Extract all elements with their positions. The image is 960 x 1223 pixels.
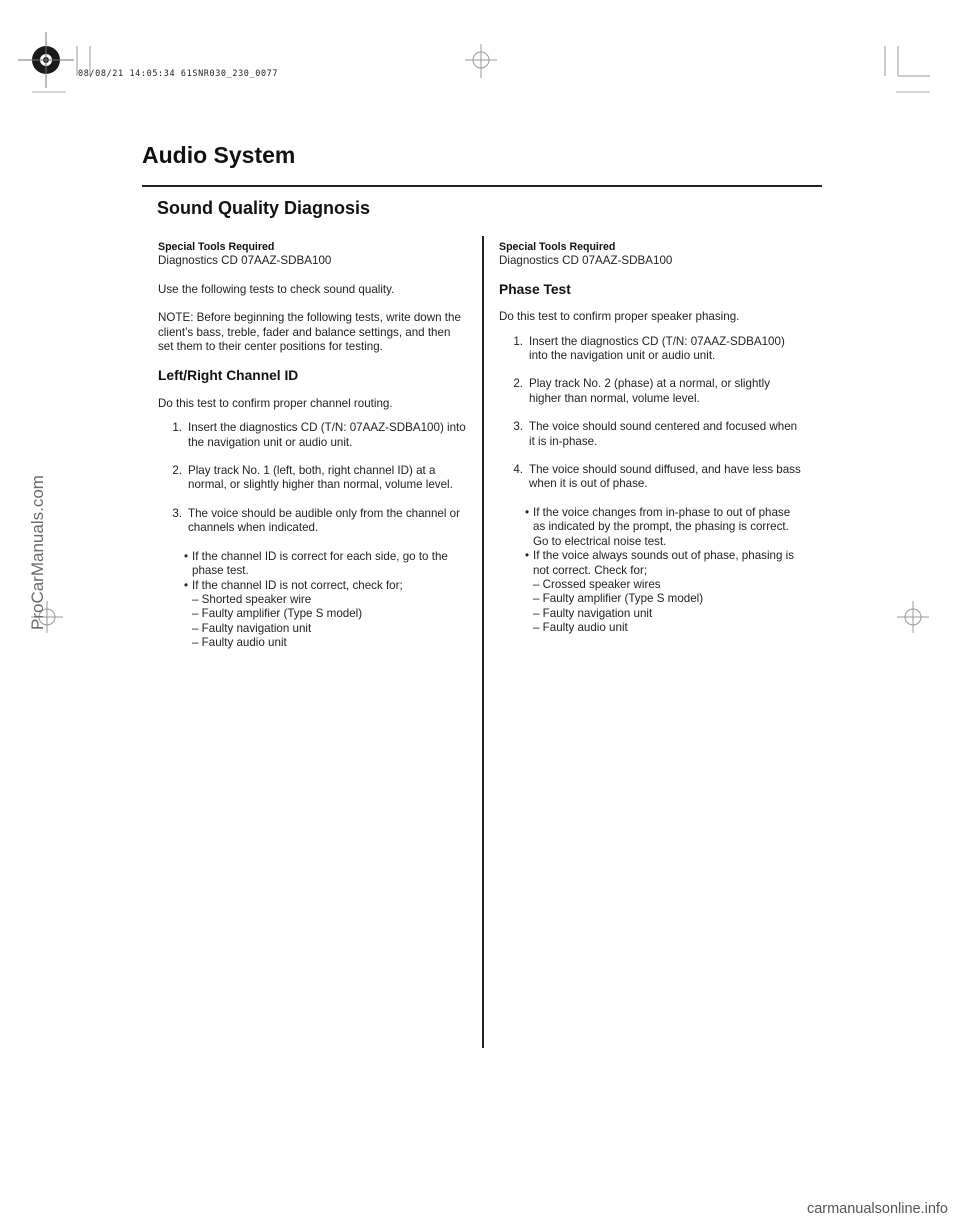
list-item: 1. Insert the diagnostics CD (T/N: 07AAZ-SDBA100) into the navigation unit or audio unit. <box>172 421 466 449</box>
note-text: NOTE: Before beginning the following tests, write down the client’s bass, treble, fader and balance settings, and then set them to their center positions for testing. <box>158 311 461 354</box>
list-item: 3. The voice should be audible only from the channel or channels when indicated. <box>172 506 460 535</box>
bullet-icon: • <box>183 578 189 592</box>
list-item: • If the voice changes from in-phase to out of phase as indicated by the prompt, the phasing is correct. Go to electrical noise test. <box>499 506 805 549</box>
channel-id-purpose: Do this test to confirm proper channel routing. <box>158 396 393 410</box>
special-tools-label: Special Tools Required <box>158 241 275 253</box>
list-item: 2. Play track No. 1 (left, both, right channel ID) at a normal, or slightly higher than normal, volume level. <box>172 464 453 492</box>
watermark-bottom: carmanualsonline.info <box>806 1201 948 1217</box>
check-item: – Faulty audio unit <box>533 621 628 635</box>
crosshair-icon <box>465 44 497 78</box>
bullet-icon: • <box>524 549 530 563</box>
list-item: • If the channel ID is correct for each side, go to the phase test. <box>158 550 466 579</box>
special-tools-value: Diagnostics CD 07AAZ-SDBA100 <box>499 254 673 268</box>
section-title: Sound Quality Diagnosis <box>157 198 371 218</box>
phase-test-heading: Phase Test <box>499 281 571 297</box>
check-item: – Faulty audio unit <box>192 636 287 650</box>
header-rule <box>142 185 822 187</box>
watermark-left: ProCarManuals.com <box>28 475 47 630</box>
list-item: 2. Play track No. 2 (phase) at a normal, or slightly higher than normal, volume level. <box>513 377 770 405</box>
right-column <box>499 240 805 636</box>
check-item: – Faulty amplifier (Type S model) <box>192 607 363 621</box>
intro-text: Use the following tests to check sound quality. <box>158 282 395 296</box>
check-item: – Shorted speaker wire <box>192 592 312 606</box>
list-item: 4. The voice should sound diffused, and have less bass when it is out of phase. <box>513 463 801 491</box>
list-item: 3. The voice should sound centered and focused when it is in-phase. <box>513 420 798 448</box>
check-item: – Crossed speaker wires <box>533 577 661 591</box>
bullet-icon: • <box>524 505 530 519</box>
crosshair-icon <box>897 601 929 633</box>
registration-target-icon <box>18 32 74 88</box>
column-divider <box>482 236 484 1048</box>
check-item: – Faulty navigation unit <box>192 621 312 635</box>
check-item: – Faulty navigation unit <box>533 606 653 620</box>
list-item: • If the voice always sounds out of phase, phasing is not correct. Check for; <box>499 549 805 578</box>
special-tools-value: Diagnostics CD 07AAZ-SDBA100 <box>158 254 332 268</box>
channel-id-heading: Left/Right Channel ID <box>158 368 299 384</box>
print-timestamp: 08/08/21 14:05:34 61SNR030_230_0077 <box>78 69 279 79</box>
page-title: Audio System <box>142 142 296 168</box>
list-item: 1. Insert the diagnostics CD (T/N: 07AAZ-SDBA100) into the navigation unit or audio unit. <box>513 334 785 363</box>
left-column <box>158 240 466 651</box>
bullet-icon: • <box>183 549 189 563</box>
phase-test-purpose: Do this test to confirm proper speaker phasing. <box>499 310 740 324</box>
list-item: • If the channel ID is not correct, check for; <box>158 579 466 593</box>
special-tools-label: Special Tools Required <box>499 241 616 253</box>
check-item: – Faulty amplifier (Type S model) <box>533 592 704 606</box>
